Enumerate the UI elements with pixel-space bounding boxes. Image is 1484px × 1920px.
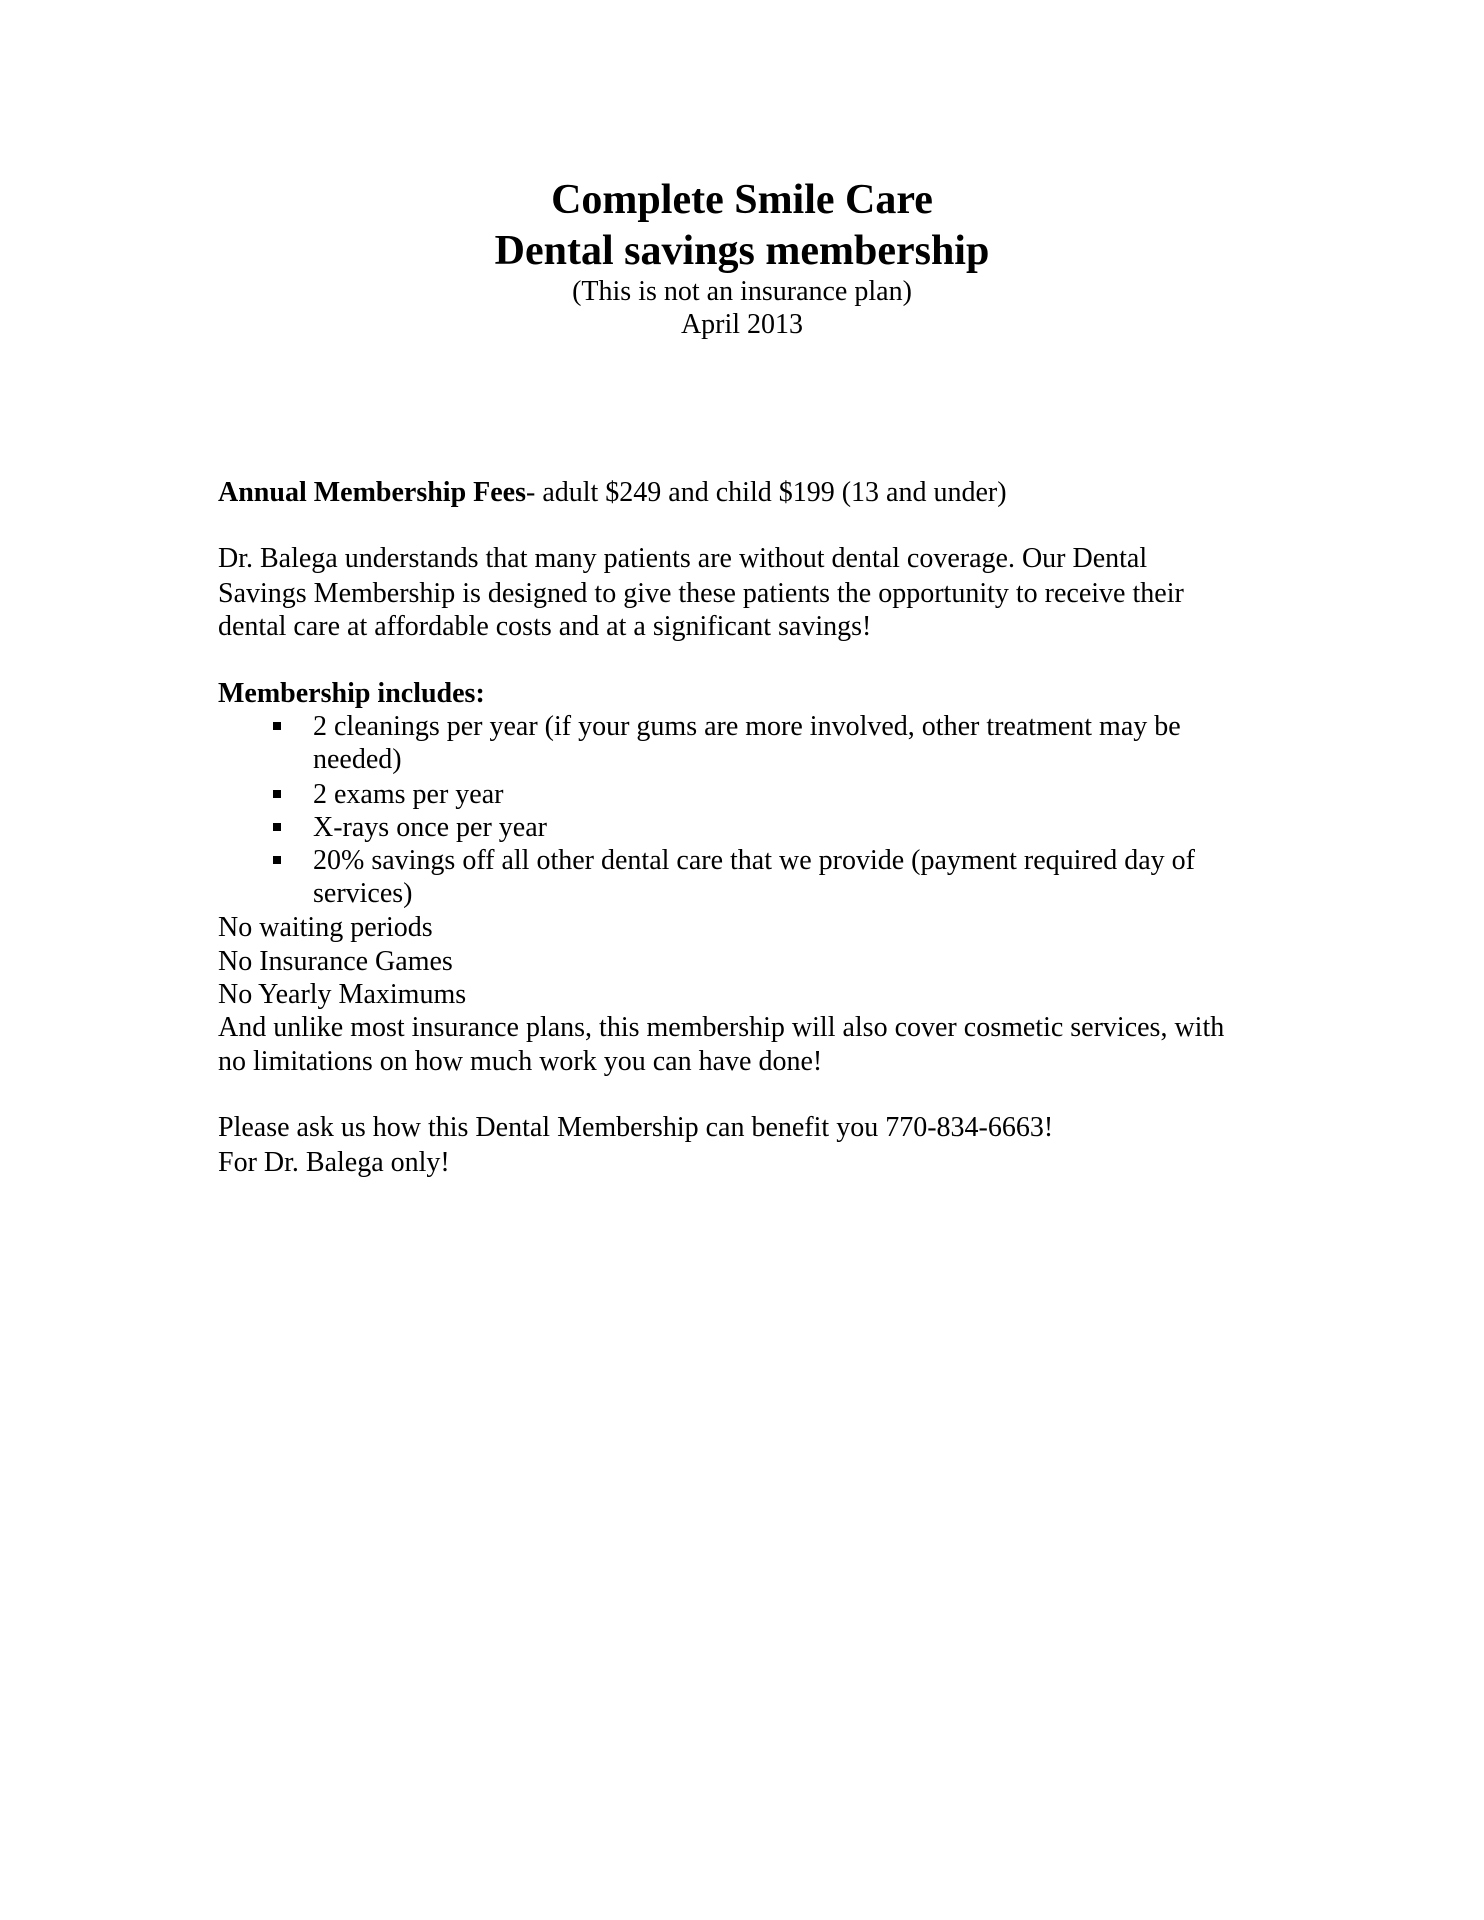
- intro-line: Savings Membership is designed to give these patients the opportunity to receive their: [218, 578, 1184, 609]
- includes-heading: Membership includes:: [218, 678, 485, 709]
- benefit-line: no limitations on how much work you can have done!: [218, 1046, 823, 1077]
- fees-label: Annual Membership Fees: [218, 477, 526, 508]
- closing-contact: Please ask us how this Dental Membership can benefit you 770-834-6663!: [218, 1112, 1054, 1143]
- list-item-cont: needed): [313, 744, 402, 775]
- list-item: 2 cleanings per year (if your gums are more involved, other treatment may be: [313, 711, 1181, 742]
- list-item: X-rays once per year: [313, 812, 547, 843]
- benefit-line: No Yearly Maximums: [218, 979, 467, 1010]
- list-item: 2 exams per year: [313, 779, 504, 810]
- subtitle: (This is not an insurance plan): [572, 276, 912, 307]
- benefit-line: And unlike most insurance plans, this membership will also cover cosmetic services, with: [218, 1012, 1225, 1043]
- bullet-icon: [273, 790, 281, 798]
- title-practice: Complete Smile Care: [551, 177, 933, 223]
- bullet-icon: [273, 856, 281, 864]
- bullet-icon: [273, 823, 281, 831]
- benefit-line: No Insurance Games: [218, 946, 453, 977]
- intro-line: dental care at affordable costs and at a significant savings!: [218, 611, 872, 642]
- list-item-cont: services): [313, 878, 413, 909]
- fees-text: - adult $249 and child $199 (13 and under): [526, 477, 1007, 508]
- date: April 2013: [680, 309, 804, 340]
- benefit-line: No waiting periods: [218, 912, 433, 943]
- closing-note: For Dr. Balega only!: [218, 1147, 450, 1178]
- bullet-icon: [273, 722, 281, 730]
- title-membership: Dental savings membership: [494, 228, 990, 274]
- fees-line: [218, 476, 1007, 510]
- intro-line: Dr. Balega understands that many patients are without dental coverage. Our Dental: [218, 543, 1148, 574]
- list-item: 20% savings off all other dental care that we provide (payment required day of: [313, 845, 1195, 876]
